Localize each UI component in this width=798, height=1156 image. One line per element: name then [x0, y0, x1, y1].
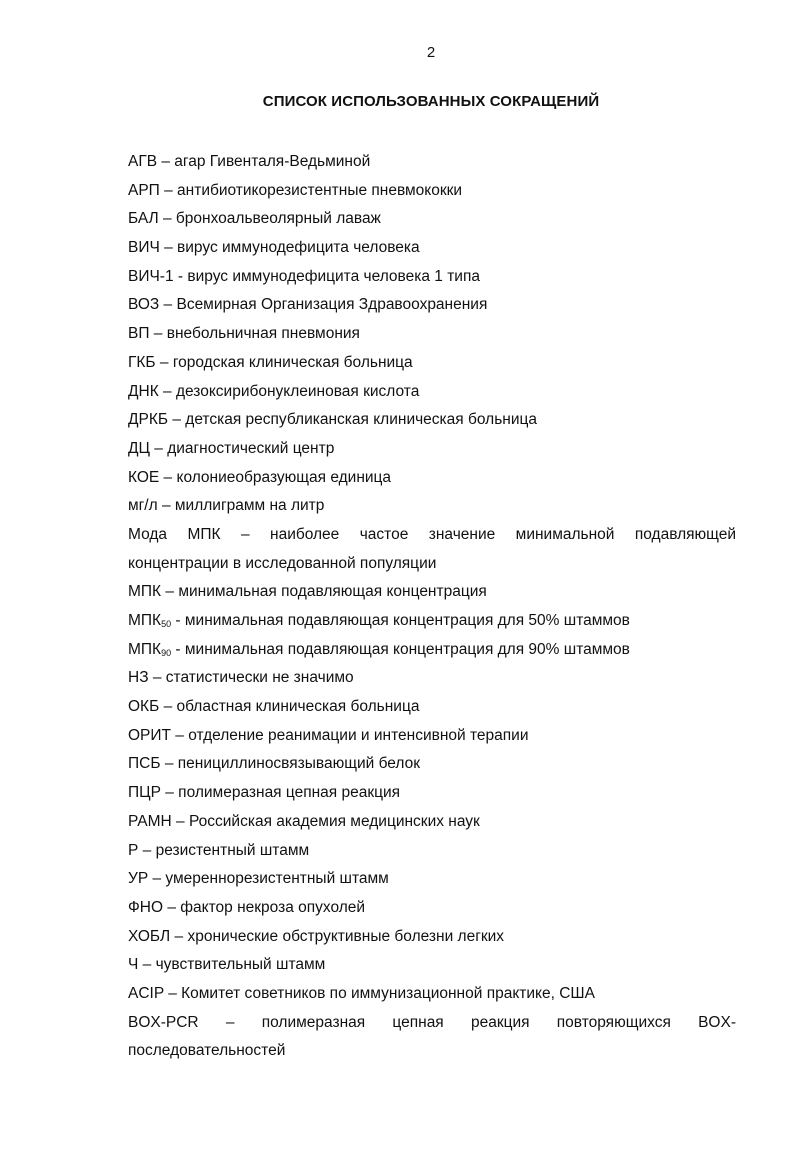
list-item: ВИЧ-1 - вирус иммунодефицита человека 1 типа [128, 267, 480, 285]
list-item-line-2: последовательностей [128, 1042, 286, 1060]
list-item: Ч – чувствительный штамм [128, 956, 326, 974]
list-item: ФНО – фактор некроза опухолей [128, 898, 366, 916]
list-item: ACIP – Комитет советников по иммунизационной практике, США [128, 984, 595, 1002]
list-item: ОКБ – областная клиническая больница [128, 698, 420, 716]
list-item: ГКБ – городская клиническая больница [128, 353, 413, 371]
list-item: ВИЧ – вирус иммунодефицита человека [128, 239, 420, 257]
list-item-subscript [128, 636, 736, 665]
list-item: ДНК – дезоксирибонуклеиновая кислота [128, 382, 420, 400]
page-title: СПИСОК ИСПОЛЬЗОВАННЫХ СОКРАЩЕНИЙ [262, 93, 600, 110]
list-item-line-1: Мода МПК – наиболее частое значение минимальной подавляющей [128, 525, 736, 543]
list-item: МПК – минимальная подавляющая концентрация [128, 583, 487, 601]
list-item: АГВ – агар Гивенталя-Ведьминой [128, 153, 371, 170]
abbreviation: МПК [128, 612, 162, 630]
subscript-value: 50 [161, 619, 172, 630]
abbreviation-list [128, 148, 736, 1066]
page-number: 2 [426, 44, 436, 61]
list-item: ВОЗ – Всемирная Организация Здравоохранения [128, 296, 488, 314]
list-item: ОРИТ – отделение реанимации и интенсивной терапии [128, 726, 529, 744]
list-item: ВП – внебольничная пневмония [128, 325, 360, 343]
list-item: КОЕ – колониеобразующая единица [128, 468, 392, 486]
list-item: УР – умереннорезистентный штамм [128, 870, 389, 888]
definition: - минимальная подавляющая концентрация для 90% штаммов [171, 640, 630, 658]
list-item-wrapped [128, 1009, 736, 1066]
list-item: НЗ – статистически не значимо [128, 669, 354, 687]
abbreviation: МПК [128, 640, 162, 658]
list-item-subscript [128, 607, 736, 636]
list-item: АРП – антибиотикорезистентные пневмококки [128, 181, 463, 199]
subscript-value: 90 [161, 647, 172, 658]
list-item-wrapped [128, 521, 736, 578]
list-item: ХОБЛ – хронические обструктивные болезни легких [128, 927, 505, 945]
definition: - минимальная подавляющая концентрация для 50% штаммов [171, 612, 630, 630]
list-item: ДРКБ – детская республиканская клиническая больница [128, 411, 537, 429]
list-item-line-1: BOX-PCR – полимеразная цепная реакция повторяющихся BOX- [128, 1013, 736, 1031]
list-item-line-2: концентрации в исследованной популяции [128, 554, 437, 572]
list-item: ПЦР – полимеразная цепная реакция [128, 784, 401, 802]
list-item: мг/л – миллиграмм на литр [128, 497, 325, 515]
list-item: РАМН – Российская академия медицинских наук [128, 812, 480, 830]
list-item: ДЦ – диагностический центр [128, 439, 335, 457]
list-item: Р – резистентный штамм [128, 841, 310, 859]
list-item: БАЛ – бронхоальвеолярный лаваж [128, 210, 381, 228]
list-item: ПСБ – пенициллиносвязывающий белок [128, 755, 420, 773]
